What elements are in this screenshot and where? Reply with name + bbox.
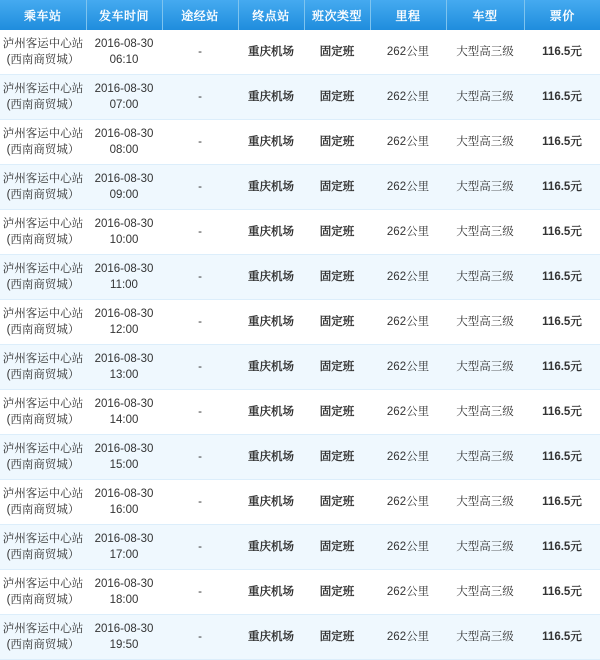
cell-schedule-type: 固定班 (304, 435, 370, 480)
table-header-row (0, 0, 600, 30)
departure-clock-time: 19:50 (109, 639, 139, 651)
departure-date: 2016-08-30 (94, 353, 154, 365)
column-header-schedule-type: 班次类型 (304, 0, 370, 30)
cell-vehicle-type: 大型高三级 (446, 165, 524, 210)
cell-price: 116.5元 (524, 255, 600, 300)
departure-date: 2016-08-30 (94, 623, 154, 635)
cell-price: 116.5元 (524, 570, 600, 615)
boarding-station-sub: (西南商贸城） (6, 99, 80, 111)
cell-mileage: 262公里 (370, 255, 446, 300)
cell-price: 116.5元 (524, 210, 600, 255)
cell-departure-time (86, 75, 162, 120)
cell-boarding-station (0, 570, 86, 615)
cell-mileage: 262公里 (370, 210, 446, 255)
cell-price: 116.5元 (524, 75, 600, 120)
departure-date: 2016-08-30 (94, 128, 154, 140)
table-row[interactable] (0, 75, 600, 120)
departure-clock-time: 16:00 (109, 504, 139, 516)
departure-clock-time: 18:00 (109, 594, 139, 606)
cell-departure-time (86, 210, 162, 255)
cell-vehicle-type: 大型高三级 (446, 435, 524, 480)
cell-mileage: 262公里 (370, 435, 446, 480)
cell-vehicle-type: 大型高三级 (446, 345, 524, 390)
cell-vehicle-type: 大型高三级 (446, 120, 524, 165)
boarding-station-sub: (西南商贸城） (6, 324, 80, 336)
cell-price: 116.5元 (524, 480, 600, 525)
cell-departure-time (86, 525, 162, 570)
boarding-station-name: 泸州客运中心站 (2, 38, 84, 50)
cell-boarding-station (0, 345, 86, 390)
boarding-station-name: 泸州客运中心站 (2, 128, 84, 140)
column-header-vehicle-type: 车型 (446, 0, 524, 30)
boarding-station-sub: (西南商贸城） (6, 54, 80, 66)
cell-price: 116.5元 (524, 165, 600, 210)
boarding-station-name: 泸州客运中心站 (2, 218, 84, 230)
cell-destination: 重庆机场 (238, 30, 304, 75)
cell-destination: 重庆机场 (238, 210, 304, 255)
cell-departure-time (86, 255, 162, 300)
cell-price: 116.5元 (524, 300, 600, 345)
cell-vehicle-type: 大型高三级 (446, 390, 524, 435)
boarding-station-sub: (西南商贸城） (6, 594, 80, 606)
boarding-station-sub: (西南商贸城） (6, 459, 80, 471)
departure-date: 2016-08-30 (94, 398, 154, 410)
cell-mileage: 262公里 (370, 165, 446, 210)
cell-boarding-station (0, 75, 86, 120)
column-header-departure-time: 发车时间 (86, 0, 162, 30)
departure-clock-time: 14:00 (109, 414, 139, 426)
departure-date: 2016-08-30 (94, 83, 154, 95)
boarding-station-name: 泸州客运中心站 (2, 173, 84, 185)
cell-boarding-station (0, 300, 86, 345)
cell-price: 116.5元 (524, 30, 600, 75)
cell-via-station: - (162, 525, 238, 570)
cell-via-station: - (162, 615, 238, 660)
boarding-station-sub: (西南商贸城） (6, 504, 80, 516)
cell-vehicle-type: 大型高三级 (446, 525, 524, 570)
table-row[interactable] (0, 525, 600, 570)
table-header (0, 0, 600, 30)
cell-schedule-type: 固定班 (304, 615, 370, 660)
boarding-station-name: 泸州客运中心站 (2, 83, 84, 95)
cell-vehicle-type: 大型高三级 (446, 480, 524, 525)
table-row[interactable] (0, 165, 600, 210)
cell-departure-time (86, 120, 162, 165)
departure-date: 2016-08-30 (94, 308, 154, 320)
cell-vehicle-type: 大型高三级 (446, 30, 524, 75)
cell-destination: 重庆机场 (238, 390, 304, 435)
cell-boarding-station (0, 615, 86, 660)
table-row[interactable] (0, 300, 600, 345)
cell-schedule-type: 固定班 (304, 390, 370, 435)
cell-mileage: 262公里 (370, 570, 446, 615)
cell-via-station: - (162, 345, 238, 390)
cell-via-station: - (162, 210, 238, 255)
cell-vehicle-type: 大型高三级 (446, 75, 524, 120)
boarding-station-name: 泸州客运中心站 (2, 308, 84, 320)
boarding-station-name: 泸州客运中心站 (2, 623, 84, 635)
boarding-station-sub: (西南商贸城） (6, 369, 80, 381)
column-header-via-station: 途经站 (162, 0, 238, 30)
cell-vehicle-type: 大型高三级 (446, 570, 524, 615)
cell-schedule-type: 固定班 (304, 120, 370, 165)
cell-mileage: 262公里 (370, 300, 446, 345)
departure-clock-time: 12:00 (109, 324, 139, 336)
boarding-station-sub: (西南商贸城） (6, 639, 80, 651)
cell-destination: 重庆机场 (238, 120, 304, 165)
cell-via-station: - (162, 300, 238, 345)
cell-destination: 重庆机场 (238, 525, 304, 570)
table-row[interactable] (0, 210, 600, 255)
cell-destination: 重庆机场 (238, 165, 304, 210)
cell-vehicle-type: 大型高三级 (446, 615, 524, 660)
departure-clock-time: 06:10 (109, 54, 139, 66)
cell-departure-time (86, 570, 162, 615)
boarding-station-sub: (西南商贸城） (6, 234, 80, 246)
table-body (0, 30, 600, 660)
cell-price: 116.5元 (524, 120, 600, 165)
cell-boarding-station (0, 255, 86, 300)
boarding-station-sub: (西南商贸城） (6, 189, 80, 201)
table-row[interactable] (0, 345, 600, 390)
cell-boarding-station (0, 210, 86, 255)
cell-via-station: - (162, 390, 238, 435)
cell-price: 116.5元 (524, 390, 600, 435)
cell-destination: 重庆机场 (238, 255, 304, 300)
cell-departure-time (86, 390, 162, 435)
table-row[interactable] (0, 255, 600, 300)
departure-clock-time: 15:00 (109, 459, 139, 471)
departure-clock-time: 13:00 (109, 369, 139, 381)
departure-date: 2016-08-30 (94, 38, 154, 50)
boarding-station-sub: (西南商贸城） (6, 414, 80, 426)
boarding-station-name: 泸州客运中心站 (2, 578, 84, 590)
table-row[interactable] (0, 30, 600, 75)
cell-mileage: 262公里 (370, 30, 446, 75)
departure-date: 2016-08-30 (94, 263, 154, 275)
cell-schedule-type: 固定班 (304, 345, 370, 390)
cell-schedule-type: 固定班 (304, 480, 370, 525)
column-header-destination: 终点站 (238, 0, 304, 30)
cell-schedule-type: 固定班 (304, 255, 370, 300)
cell-via-station: - (162, 255, 238, 300)
cell-departure-time (86, 435, 162, 480)
cell-boarding-station (0, 390, 86, 435)
cell-via-station: - (162, 570, 238, 615)
departure-clock-time: 10:00 (109, 234, 139, 246)
cell-schedule-type: 固定班 (304, 210, 370, 255)
cell-via-station: - (162, 75, 238, 120)
cell-departure-time (86, 480, 162, 525)
departure-clock-time: 09:00 (109, 189, 139, 201)
cell-mileage: 262公里 (370, 480, 446, 525)
cell-mileage: 262公里 (370, 390, 446, 435)
cell-price: 116.5元 (524, 435, 600, 480)
cell-mileage: 262公里 (370, 615, 446, 660)
departure-date: 2016-08-30 (94, 218, 154, 230)
cell-departure-time (86, 165, 162, 210)
boarding-station-name: 泸州客运中心站 (2, 398, 84, 410)
departure-date: 2016-08-30 (94, 533, 154, 545)
cell-departure-time (86, 30, 162, 75)
table-row[interactable] (0, 570, 600, 615)
cell-departure-time (86, 300, 162, 345)
cell-mileage: 262公里 (370, 120, 446, 165)
cell-destination: 重庆机场 (238, 345, 304, 390)
boarding-station-name: 泸州客运中心站 (2, 533, 84, 545)
boarding-station-sub: (西南商贸城） (6, 144, 80, 156)
cell-price: 116.5元 (524, 345, 600, 390)
cell-destination: 重庆机场 (238, 480, 304, 525)
table-row[interactable] (0, 120, 600, 165)
cell-via-station: - (162, 30, 238, 75)
cell-price: 116.5元 (524, 615, 600, 660)
departure-date: 2016-08-30 (94, 488, 154, 500)
table-row[interactable] (0, 480, 600, 525)
cell-via-station: - (162, 165, 238, 210)
cell-boarding-station (0, 165, 86, 210)
boarding-station-name: 泸州客运中心站 (2, 353, 84, 365)
cell-via-station: - (162, 435, 238, 480)
boarding-station-name: 泸州客运中心站 (2, 263, 84, 275)
cell-boarding-station (0, 435, 86, 480)
cell-boarding-station (0, 30, 86, 75)
cell-departure-time (86, 615, 162, 660)
cell-destination: 重庆机场 (238, 570, 304, 615)
column-header-mileage: 里程 (370, 0, 446, 30)
cell-schedule-type: 固定班 (304, 300, 370, 345)
departure-clock-time: 11:00 (110, 279, 138, 291)
cell-destination: 重庆机场 (238, 435, 304, 480)
cell-vehicle-type: 大型高三级 (446, 255, 524, 300)
cell-boarding-station (0, 525, 86, 570)
table-row[interactable] (0, 435, 600, 480)
cell-via-station: - (162, 480, 238, 525)
table-row[interactable] (0, 390, 600, 435)
cell-schedule-type: 固定班 (304, 570, 370, 615)
boarding-station-sub: (西南商贸城） (6, 279, 80, 291)
cell-price: 116.5元 (524, 525, 600, 570)
column-header-boarding-station: 乘车站 (0, 0, 86, 30)
cell-schedule-type: 固定班 (304, 75, 370, 120)
cell-destination: 重庆机场 (238, 75, 304, 120)
cell-mileage: 262公里 (370, 75, 446, 120)
cell-via-station: - (162, 120, 238, 165)
departure-date: 2016-08-30 (94, 578, 154, 590)
cell-mileage: 262公里 (370, 525, 446, 570)
cell-boarding-station (0, 120, 86, 165)
column-header-price: 票价 (524, 0, 600, 30)
boarding-station-sub: (西南商贸城） (6, 549, 80, 561)
departure-clock-time: 17:00 (109, 549, 139, 561)
table-row[interactable] (0, 615, 600, 660)
departure-date: 2016-08-30 (94, 443, 154, 455)
departure-clock-time: 07:00 (109, 99, 139, 111)
cell-vehicle-type: 大型高三级 (446, 300, 524, 345)
cell-destination: 重庆机场 (238, 615, 304, 660)
cell-boarding-station (0, 480, 86, 525)
cell-destination: 重庆机场 (238, 300, 304, 345)
cell-departure-time (86, 345, 162, 390)
cell-schedule-type: 固定班 (304, 525, 370, 570)
boarding-station-name: 泸州客运中心站 (2, 443, 84, 455)
cell-mileage: 262公里 (370, 345, 446, 390)
boarding-station-name: 泸州客运中心站 (2, 488, 84, 500)
cell-schedule-type: 固定班 (304, 30, 370, 75)
cell-vehicle-type: 大型高三级 (446, 210, 524, 255)
cell-schedule-type: 固定班 (304, 165, 370, 210)
departure-clock-time: 08:00 (109, 144, 139, 156)
departure-date: 2016-08-30 (94, 173, 154, 185)
